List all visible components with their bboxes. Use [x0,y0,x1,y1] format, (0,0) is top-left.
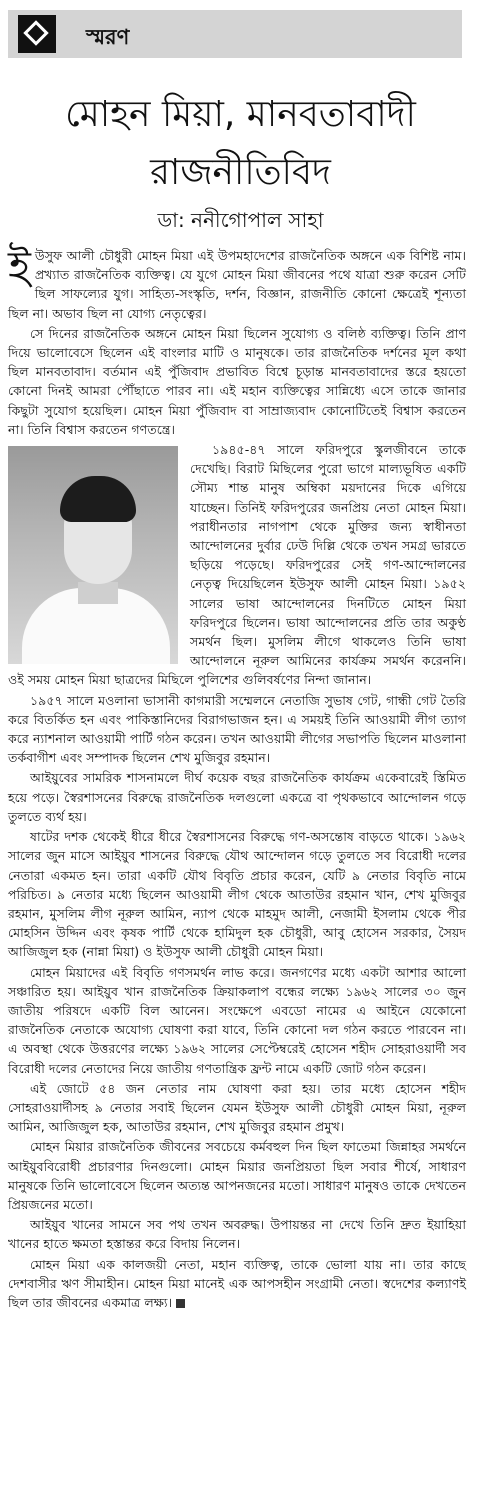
drop-cap: ই [8,242,31,293]
article-body [8,242,467,1313]
paragraph: ১৯৫৭ সালে মওলানা ভাসানী কাগমারী সম্মেলনে নেতাজি সুভাষ গেট, গান্ধী গেট তৈরি করে বিতর্কিত হন এবং পাকিস্তানিদের বিরাগভাজন হন। এ সময়ই তিনি আওয়ামী লীগ ত্যাগ করে ন্যাশনাল আওয়ামী পার্টি গঠন করেন। তখন আওয়ামী লীগের সভাপতি ছিলেন মাওলানা তর্কবাগীশ এবং সম্পাদক ছিলেন শেখ মুজিবুর রহমান। [8,692,466,766]
paragraph: আইয়ুব খানের সামনে সব পথ তখন অবরুদ্ধ। উপায়ন্তর না দেখে তিনি দ্রুত ইয়াহিয়া খানের হাতে ক্ষমতা হস্তান্তর করে বিদায় নিলেন। [8,1217,466,1252]
paragraph: সে দিনের রাজনৈতিক অঙ্গনে মোহন মিয়া ছিলেন সুযোগ্য ও বলিষ্ঠ ব্যক্তিত্ব। তিনি প্রাণ দিয়ে ভালোবেসে ছিলেন এই বাংলার মাটি ও মানুষকে। তার রাজনৈতিক দর্শনের মূল কথা ছিল মানবতাবাদ। বর্তমান এই পুঁজিবাদ প্রভাবিত বিশ্বে চূড়ান্ত মানবতাবাদের স্তরে হয়তো কোনো দিনই আমরা পৌঁছাতে পারব না। এই মহান ব্যক্তিত্বের সান্নিধ্যে এসে তাকে জানার কিছুটা সুযোগ হয়েছিল। মোহন মিয়া পুঁজিবাদ বা সাম্রাজ্যবাদ কোনোটিতেই বিশ্বাস করতেন না। তিনি বিশ্বাস করতেন গণতন্ত্রে। [8,325,466,437]
portrait-photo [8,446,178,664]
paragraph: এই জোটে ৫৪ জন নেতার নাম ঘোষণা করা হয়। তার মধ্যে হোসেন শহীদ সোহরাওয়ার্দীসহ ৯ নেতার সবাই ছিলেন যেমন ইউসুফ আলী চৌধুরী মোহন মিয়া, নূরুল আমিন, আজিজুল হক, আতাউর রহমান, শেখ মুজিবুর রহমান প্রমুখ। [8,1080,466,1135]
paragraph: আইয়ুবের সামরিক শাসনামলে দীর্ঘ কয়েক বছর রাজনৈতিক কার্যক্রম একেবারেই স্তিমিত হয়ে পড়ে। স্বৈরশাসনের বিরুদ্ধে রাজনৈতিক দলগুলো একত্রে বা পৃথকভাবে আন্দোলন গড়ে তুলতে ব্যর্থ হয়। [8,770,466,824]
article-title [0,86,481,202]
section-label: স্মরণ [86,25,130,49]
title-line-1: মোহন মিয়া, মানবতাবাদী [65,94,416,135]
article-byline: ডা: ননীগোপাল সাহা [157,208,324,232]
paragraph: মোহন মিয়া এক কালজয়ী নেতা, মহান ব্যক্তিত্ব, তাকে ভোলা যায় না। তার কাছে দেশবাসীর ঋণ সীমাহীন। মোহন মিয়া মানেই এক আপসহীন সংগ্রামী নেতা। স্বদেশের কল্যাণই ছিল তার জীবনের একমাত্র লক্ষ্য। [8,1256,466,1310]
diamond-icon [18,15,56,53]
paragraph: মোহন মিয়াদের এই বিবৃতি গণসমর্থন লাভ করে। জনগণের মধ্যে একটা আশার আলো সঞ্চারিত হয়। আইয়ুব খান রাজনৈতিক ক্রিয়াকলাপ বন্ধের লক্ষ্যে ১৯৬২ সালের ৩০ জুন জাতীয় পরিষদে একটি বিল আনেন। সংক্ষেপে এবডো নামের এ আইনে যেকোনো রাজনৈতিক নেতাকে অযোগ্য ঘোষণা করা যাবে, তিনি কোনো দল গঠন করতে পারবেন না। এ অবস্থা থেকে উত্তরণের লক্ষ্যে ১৯৬২ সালের সেপ্টেম্বরেই হোসেন শহীদ সোহরাওয়ার্দী সব বিরোধী দলের নেতাদের নিয়ে জাতীয় গণতান্ত্রিক ফ্রন্ট নামে একটি জোট গঠন করেন। [8,964,466,1076]
end-mark [176,1299,185,1308]
paragraph: ১৯৪৫-৪৭ সালে ফরিদপুরে স্কুলজীবনে তাকে দেখেছি। বিরাট মিছিলের পুরো ভাগে মাল্যভূষিত একটি সৌম্য শান্ত মানুষ অম্বিকা ময়দানের দিকে এগিয়ে যাচ্ছেন। তিনিই ফরিদপুরের জনপ্রিয় নেতা মোহন মিয়া। পরাধীনতার নাগপাশ থেকে মুক্তির জন্য স্বাধীনতা আন্দোলনের দুর্বার ঢেউ দিল্লি থেকে তখন সমগ্র ভারতে ছড়িয়ে পড়েছে। ফরিদপুরের সেই গণ-আন্দোলনের নেতৃত্ব দিয়েছিলেন ইউসুফ আলী মোহন মিয়া। ১৯৫২ সালের ভাষা আন্দোলনের দিনটিতে মোহন মিয়া ফরিদপুরে ছিলেন। ভাষা আন্দোলনের প্রতি তার অকুণ্ঠ সমর্থন ছিল। মুসলিম লীগে থাকলেও তিনি ভাষা আন্দোলনে নূরুল আমিনের কার্যক্রম সমর্থন করেননি। ওই সময় মোহন মিয়া ছাত্রদের মিছিলে পুলিশের গুলিবর্ষণের নিন্দা জানান। [8,442,466,688]
paragraph: মোহন মিয়ার রাজনৈতিক জীবনের সবচেয়ে কর্মবহুল দিন ছিল ফাতেমা জিন্নাহর সমর্থনে আইয়ুববিরোধী প্রচারণার দিনগুলো। মোহন মিয়ার জনপ্রিয়তা ছিল সবার শীর্ষে, সাধারণ মানুষকে তিনি ভালোবেসে ছিলেন অত্যন্ত আপনজনের মতো। সাধারণ মানুষও তাকে দেখতেন প্রিয়জনের মতো। [8,1139,466,1212]
paragraph: ইউসুফ আলী চৌধুরী মোহন মিয়া এই উপমহাদেশের রাজনৈতিক অঙ্গনে এক বিশিষ্ট নাম। প্রখ্যাত রাজনৈতিক ব্যক্তিত্ব। যে যুগে মোহন মিয়া জীবনের পথে যাত্রা শুরু করেন সেটি ছিল সাফল্যের যুগ। সাহিত্য-সংস্কৃতি, দর্শন, বিজ্ঞান, রাজনীতি কোনো ক্ষেত্রেই শূন্যতা ছিল না। অভাব ছিল না যোগ্য নেতৃত্বের। [8,242,466,321]
title-line-2: রাজনীতিবিদ [150,152,331,193]
paragraph: ষাটের দশক থেকেই ধীরে ধীরে স্বৈরশাসনের বিরুদ্ধে গণ-অসন্তোষ বাড়তে থাকে। ১৯৬২ সালের জুন মাসে আইয়ুব শাসনের বিরুদ্ধে যৌথ আন্দোলন গড়ে তুলতে সব বিরোধী দলের নেতারা একমত হন। তারা একটি যৌথ বিবৃতি প্রচার করেন, যেটি ৯ নেতার বিবৃতি নামে পরিচিত। ৯ নেতার মধ্যে ছিলেন আওয়ামী লীগ থেকে আতাউর রহমান খান, শেখ মুজিবুর রহমান, মুসলিম লীগ নূরুল আমিন, ন্যাপ থেকে মাহমুদ আলী, নেজামী ইসলাম থেকে পীর মোহসিন উদ্দিন এবং কৃষক পার্টি থেকে হামিদুল হক চৌধুরী, আবু হোসেন সরকার, সৈয়দ আজিজুল হক (নান্না মিয়া) ও ইউসুফ আলী চৌধুরী মোহন মিয়া। [8,829,467,960]
section-header [8,10,462,58]
